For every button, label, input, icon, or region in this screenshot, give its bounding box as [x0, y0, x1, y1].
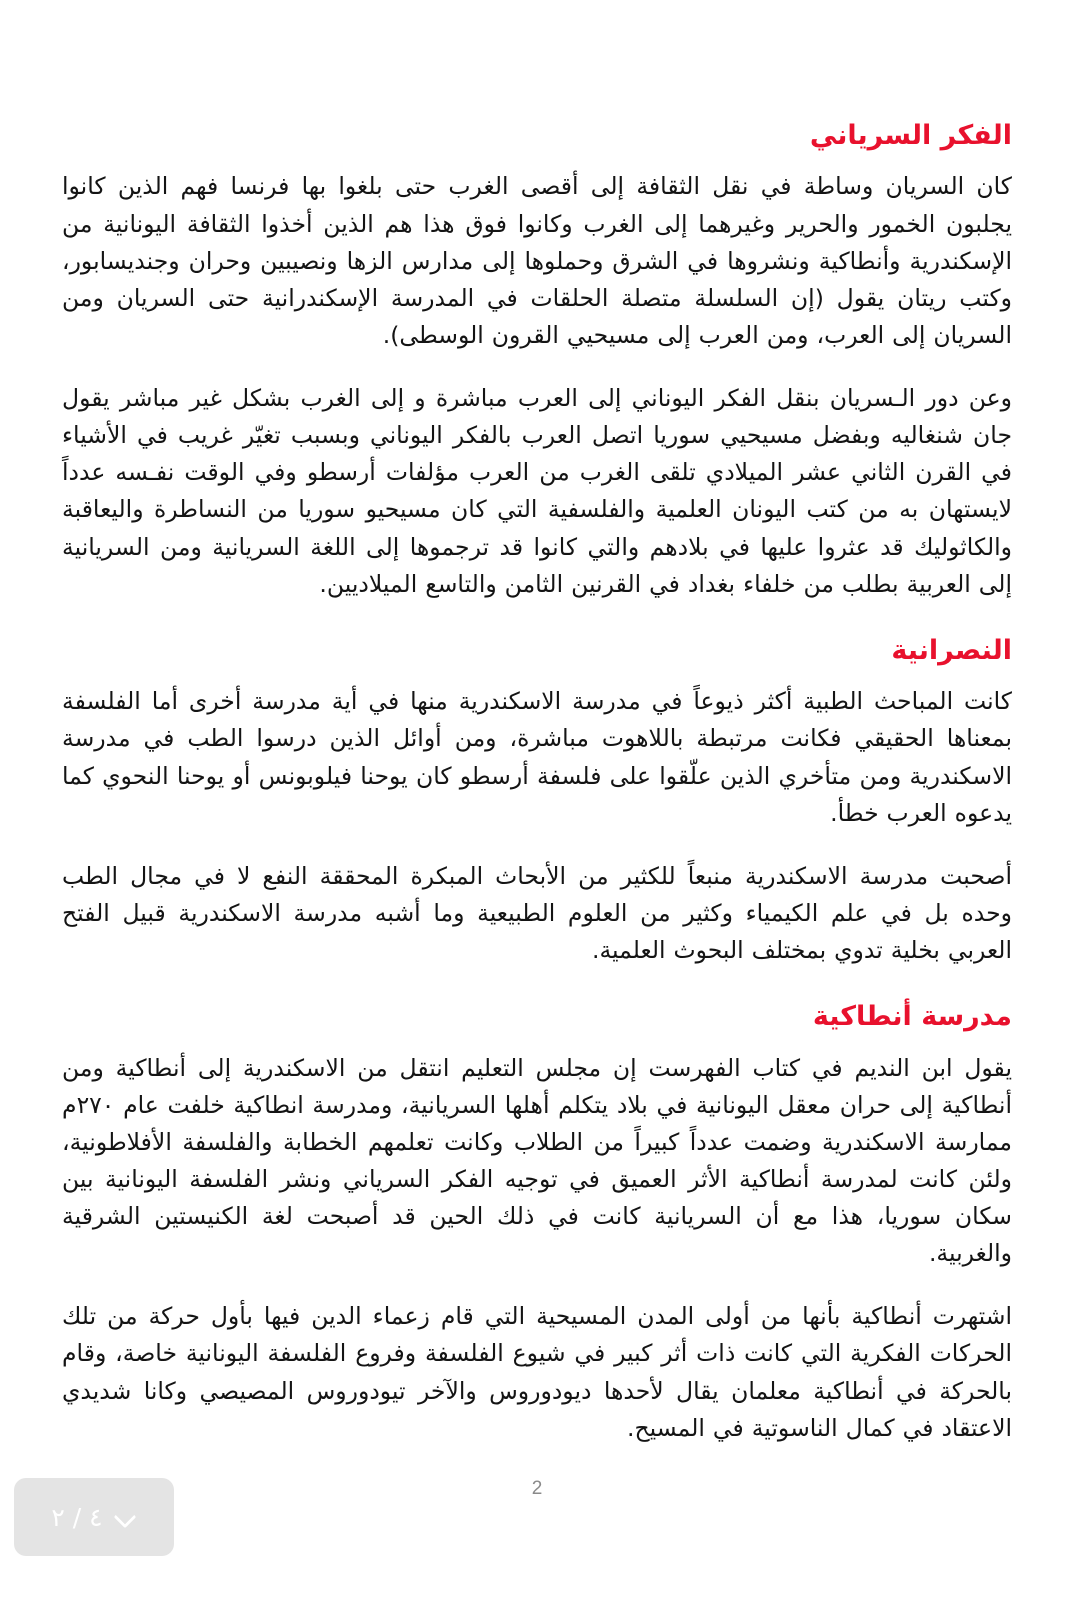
paragraph: كان السريان وساطة في نقل الثقافة إلى أقصى الغرب حتى بلغوا بها فرنسا فهم الذين كانوا يجلبون الخمور والحرير وغيرهما إلى الغرب وكانوا فوق هذا هم الذين أخذوا الثقافة اليونانية من الإسكندرية وأنطاكية ونشروها في الشرق وحملوها إلى مدارس الزها ونصيبين وحران وجنديسابور، وكتب ريتان يقول (إن السلسلة متصلة الحلقات في المدرسة الإسكندرانية حتى السريان ومن السريان إلى العرب، ومن العرب إلى مسيحيي القرون الوسطى).: [62, 172, 1012, 349]
section-heading-alnasraniyya: النصرانية: [891, 634, 1012, 666]
section-heading-alfikr-alsuryani: الفكر السرياني: [809, 120, 1012, 151]
chevron-down-icon[interactable]: [115, 1506, 137, 1528]
paragraph: يقول ابن النديم في كتاب الفهرست إن مجلس التعليم انتقل من الاسكندرية إلى أنطاكية ومن أنطاكية إلى حران معقل اليونانية في بلاد يتكلم أهلها السريانية، ومدرسة انطاكية خلفت عام ٢٧٠م ممارسة الاسكندرية وضمت عدداً كبيراً من الطلاب وكانت تعلمهم الخطابة والفلسفة الأفلاطونية، ولئن كانت لمدرسة أنطاكية الأثر العميق في توجيه الفكر السرياني ونشر الفلسفة اليونانية بين سكان سوريا، هذا مع أن السريانية كانت في ذلك الحين قد أصبحت لغة الكنيستين الشرقية والغربية.: [62, 1053, 1012, 1268]
page-number-footer: 2: [531, 1478, 543, 1499]
paragraph: اشتهرت أنطاكية بأنها من أولى المدن المسيحية التي قام زعماء الدين فيها بأول حركة من تلك الحركات الفكرية التي كانت ذات أثر كبير في شيوع الفلسفة وفروع الفلسفة اليونانية خاصة، وقام بالحركة في أنطاكية معلمان يقال لأحدها ديودوروس والآخر تيودوروس المصيصي وكانا شديدي الاعتقاد في كمال الناسوتية في المسيح.: [62, 1302, 1012, 1442]
paragraph: أصحبت مدرسة الاسكندرية منبعاً للكثير من الأبحاث المبكرة المحققة النفع لا في مجال الطب وحده بل في علم الكيمياء وكثير من العلوم الطبيعية وما أشبه مدرسة الاسكندرية قبيل الفتح العربي بخلية تدوي بمختلف البحوث العلمية.: [62, 861, 1012, 964]
page-navigation-control[interactable]: [14, 1478, 174, 1556]
paragraph: كانت المباحث الطبية أكثر ذيوعاً في مدرسة الاسكندرية منها في أية مدرسة أخرى أما الفلسفة بمعناها الحقيقي فكانت مرتبطة باللاهوت مباشرة، ومن أوائل الذين درسوا الطب في مدرسة الاسكندرية ومن متأخري الذين علّقوا على فلسفة أرسطو كان يوحنا فيلوبونس أو يوحنا النحوي كما يدعوه العرب خطأ.: [62, 687, 1012, 827]
paragraph: وعن دور الـسريان بنقل الفكر اليوناني إلى العرب مباشرة و إلى الغرب بشكل غير مباشر يقول جان شنغاليه وبفضل مسيحيي سوريا اتصل العرب بالفكر اليوناني وبسبب تغيّر غريب في الأشياء في القرن الثاني عشر الميلادي تلقى الغرب من العرب مؤلفات أرسطو وفي الوقت نفـسه عدداً لايستهان به من كتب اليونان العلمية والفلسفية التي كان مسيحيو سوريا من النساطرة واليعاقبة والكاثوليك قد عثروا عليها في بلادهم والتي كانوا قد ترجموها إلى اللغة السريانية ومن السريانية إلى العربية بطلب من خلفاء بغداد في القرنين الثامن والتاسع الميلاديين.: [62, 384, 1012, 598]
section-heading-madrasat-antakiya: مدرسة أنطاكية: [812, 1001, 1012, 1033]
page-navigation-label: ٤ / ٢: [51, 1502, 103, 1532]
